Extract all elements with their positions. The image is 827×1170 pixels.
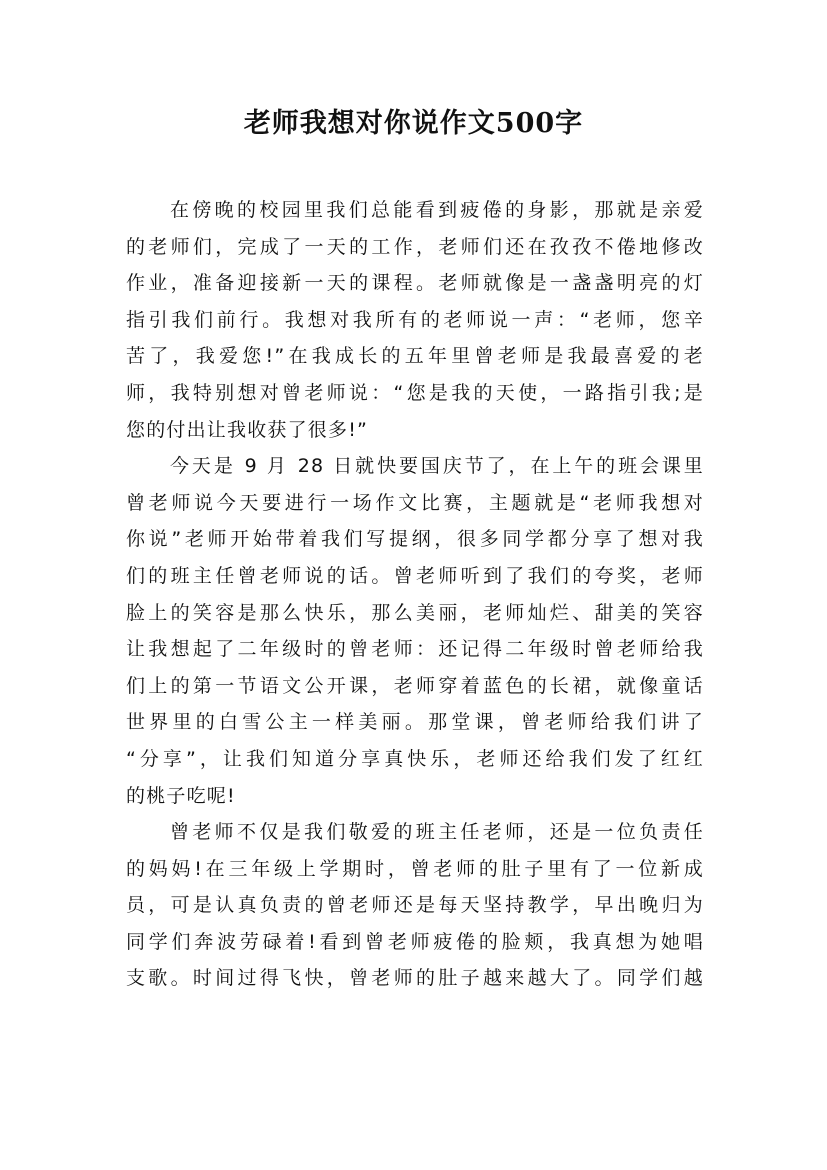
text-line: 指引我们前行。我想对我所有的老师说一声：“老师，您辛 — [126, 308, 704, 331]
paragraph-2 — [126, 448, 704, 814]
text-line: 支歌。时间过得飞快，曾老师的肚子越来越大了。同学们越 — [126, 967, 704, 990]
text-line: 脸上的笑容是那么快乐，那么美丽，老师灿烂、甜美的笑容 — [126, 601, 704, 624]
text-line: 曾老师说今天要进行一场作文比赛，主题就是“老师我想对 — [126, 491, 704, 514]
text-line: 的桃子吃呢! — [126, 784, 236, 807]
text-line: 们的班主任曾老师说的话。曾老师听到了我们的夸奖，老师 — [126, 564, 704, 587]
document-title: 老师我想对你说作文500字 — [243, 108, 584, 139]
text-line: 们上的第一节语文公开课，老师穿着蓝色的长裙，就像童话 — [126, 674, 704, 697]
text-line: 作业，准备迎接新一天的课程。老师就像是一盏盏明亮的灯 — [126, 272, 704, 295]
text-line: 你说”老师开始带着我们写提纲，很多同学都分享了想对我 — [126, 528, 704, 551]
text-line: “分享”，让我们知道分享真快乐，老师还给我们发了红红 — [126, 747, 704, 770]
text-line: 同学们奔波劳碌着!看到曾老师疲倦的脸颊，我真想为她唱 — [126, 930, 704, 953]
text-line: 世界里的白雪公主一样美丽。那堂课，曾老师给我们讲了 — [126, 711, 704, 734]
text-line: 师，我特别想对曾老师说：“您是我的天使，一路指引我;是 — [126, 381, 704, 404]
document-body — [126, 192, 704, 997]
text-line: 您的付出让我收获了很多!” — [126, 418, 369, 441]
text-line: 的老师们，完成了一天的工作，老师们还在孜孜不倦地修改 — [126, 235, 704, 258]
paragraph-3 — [126, 814, 704, 997]
paragraph-1 — [126, 192, 704, 448]
text-line: 苦了，我爱您!”在我成长的五年里曾老师是我最喜爱的老 — [126, 345, 704, 368]
text-line: 曾老师不仅是我们敬爱的班主任老师，还是一位负责任 — [170, 821, 704, 844]
text-line: 今天是 9 月 28 日就快要国庆节了，在上午的班会课里 — [170, 455, 704, 478]
text-line: 员，可是认真负责的曾老师还是每天坚持教学，早出晚归为 — [126, 894, 704, 917]
text-line: 让我想起了二年级时的曾老师：还记得二年级时曾老师给我 — [126, 638, 704, 661]
text-line: 在傍晚的校园里我们总能看到疲倦的身影，那就是亲爱 — [170, 199, 704, 221]
text-line: 的妈妈!在三年级上学期时，曾老师的肚子里有了一位新成 — [126, 857, 704, 880]
